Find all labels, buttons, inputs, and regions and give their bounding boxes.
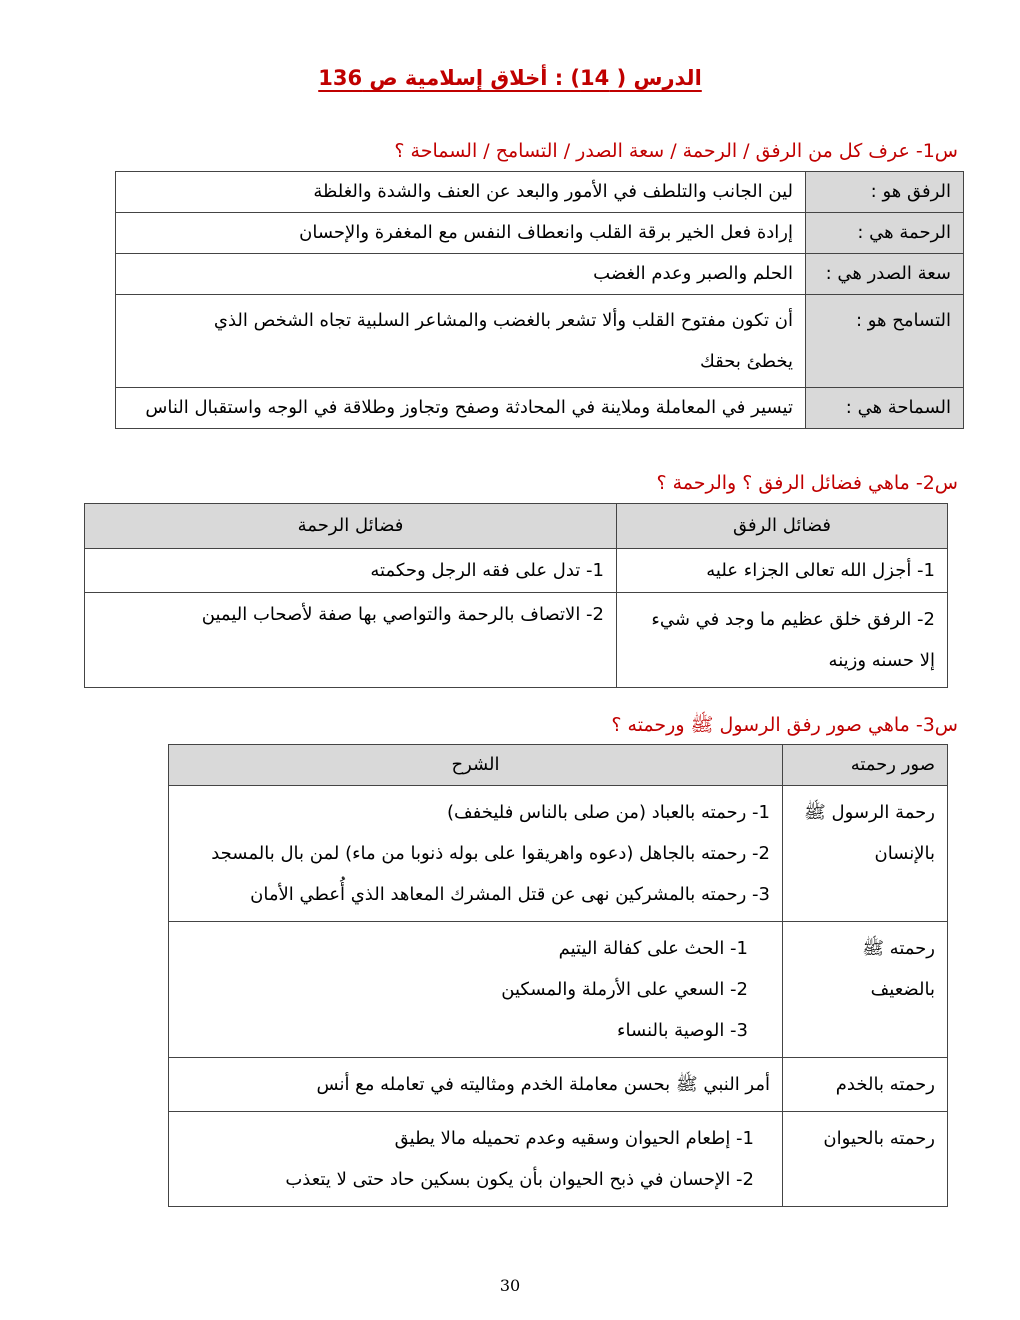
column-header-explanation: الشرح — [169, 745, 783, 786]
page-title — [0, 66, 1020, 90]
explanation-item: 1- إطعام الحيوان وسقيه وعدم تحميله مالا يطيق — [394, 1127, 754, 1149]
table-row — [169, 1111, 948, 1206]
rifq-cell — [617, 593, 948, 688]
rahma-cell: 2- الاتصاف بالرحمة والتواصي بها صفة لأصحاب اليمين — [85, 593, 617, 688]
form-cell — [783, 1057, 948, 1111]
definition-line: يخطئ بحقك — [699, 351, 793, 372]
form-line: رحمته ﷺ — [862, 937, 935, 959]
table-row — [116, 254, 964, 295]
form-line: رحمة الرسول ﷺ — [804, 801, 935, 823]
table-row — [85, 593, 948, 688]
virtues-table — [84, 503, 948, 688]
rifq-cell: 1- أجزل الله تعالى الجزاء عليه — [617, 548, 948, 593]
definition-cell: إرادة فعل الخير برقة القلب وانعطاف النفس مع المغفرة والإحسان — [116, 213, 806, 254]
explanation-item: 1- رحمته بالعباد (من صلى بالناس فليخفف) — [446, 801, 770, 823]
explanation-item: أمر النبي ﷺ بحسن معاملة الخدم ومثاليته في تعامله مع أنس — [316, 1073, 770, 1095]
explanation-cell — [169, 921, 783, 1057]
table-row — [116, 213, 964, 254]
column-header-rahma: فضائل الرحمة — [85, 504, 617, 549]
table-row — [116, 172, 964, 213]
definition-cell: تيسير في المعاملة وملاينة في المحادثة وصفح وتجاوز وطلاقة في الوجه واستقبال الناس — [116, 388, 806, 429]
page-title-text: الدرس ( 14) : أخلاق إسلامية ص 136 — [318, 66, 702, 90]
form-line: بالإنسان — [874, 842, 935, 864]
explanation-cell — [169, 785, 783, 921]
definition-cell — [116, 295, 806, 388]
explanation-item: 3- رحمته بالمشركين نهى عن قتل المشرك المعاهد الذي أُعطي الأمان — [250, 883, 770, 905]
definitions-table — [115, 171, 964, 429]
table-row — [169, 785, 948, 921]
table-row — [116, 295, 964, 388]
explanation-cell — [169, 1111, 783, 1206]
mercy-forms-table — [168, 744, 948, 1207]
question-2: س2- ماهي فضائل الرفق ؟ والرحمة ؟ — [656, 472, 958, 494]
explanation-item: 2- رحمته بالجاهل (دعوه واهريقوا على بوله ذنوبا من ماء) لمن بال بالمسجد — [211, 842, 770, 864]
explanation-cell — [169, 1057, 783, 1111]
term-cell: السماحة هي : — [806, 388, 964, 429]
form-line: رحمته بالخدم — [835, 1073, 935, 1095]
rifq-line: 2- الرفق خلق عظيم ما وجد في شيء — [651, 609, 935, 630]
table-header-row — [85, 504, 948, 549]
term-cell: سعة الصدر هي : — [806, 254, 964, 295]
question-1: س1- عرف كل من الرفق / الرحمة / سعة الصدر / التسامح / السماحة ؟ — [394, 140, 958, 162]
table-row — [169, 1057, 948, 1111]
column-header-forms: صور رحمته — [783, 745, 948, 786]
form-cell — [783, 1111, 948, 1206]
rifq-line: إلا حسنه وزينه — [828, 650, 935, 671]
explanation-item: 3- الوصية بالنساء — [617, 1019, 748, 1041]
table-row — [85, 548, 948, 593]
table-row — [116, 388, 964, 429]
table-row — [169, 921, 948, 1057]
rahma-cell: 1- تدل على فقه الرجل وحكمته — [85, 548, 617, 593]
term-cell: الرحمة هي : — [806, 213, 964, 254]
form-line: بالضعيف — [870, 978, 935, 1000]
definition-cell: الحلم والصبر وعدم الغضب — [116, 254, 806, 295]
question-3: س3- ماهي صور رفق الرسول ﷺ ورحمته ؟ — [611, 714, 958, 736]
explanation-item: 1- الحث على كفالة اليتيم — [558, 937, 748, 959]
table-header-row — [169, 745, 948, 786]
page-number: 30 — [499, 1276, 521, 1295]
explanation-item: 2- السعي على الأرملة والمسكين — [501, 978, 748, 1000]
form-cell — [783, 921, 948, 1057]
definition-cell: لين الجانب والتلطف في الأمور والبعد عن العنف والشدة والغلظة — [116, 172, 806, 213]
definition-line: أن تكون مفتوح القلب وألا تشعر بالغضب والمشاعر السلبية تجاه الشخص الذي — [213, 310, 793, 331]
term-cell: التسامح هو : — [806, 295, 964, 388]
explanation-item: 2- الإحسان في ذبح الحيوان بأن يكون بسكين حاد حتى لا يتعذب — [285, 1168, 754, 1190]
form-cell — [783, 785, 948, 921]
form-line: رحمته بالحيوان — [823, 1127, 935, 1149]
term-cell: الرفق هو : — [806, 172, 964, 213]
column-header-rifq: فضائل الرفق — [617, 504, 948, 549]
